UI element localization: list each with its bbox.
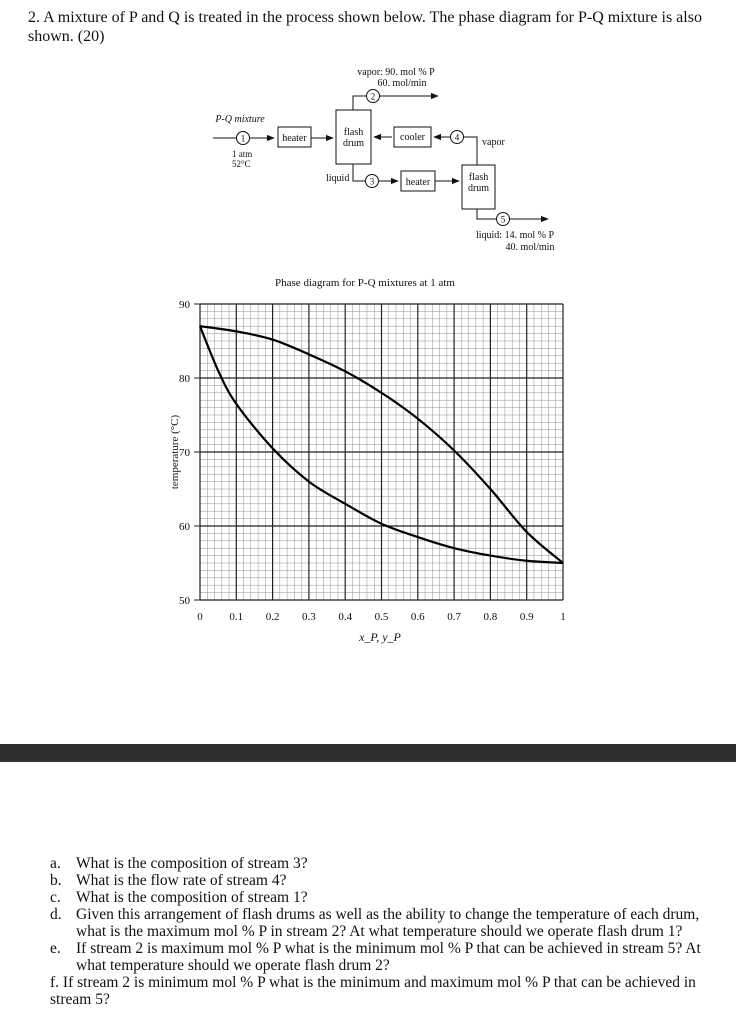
x-tick-label: 0.6 <box>410 611 425 623</box>
chart-title: Phase diagram for P-Q mixtures at 1 atm <box>275 277 455 289</box>
x-tick-label: 0.9 <box>519 611 534 623</box>
question-e <box>50 940 720 974</box>
stream-5-line <box>477 209 548 219</box>
question-letter: a. <box>50 855 61 872</box>
question-d <box>50 906 720 940</box>
x-tick-label: 0.5 <box>374 611 389 623</box>
x-axis-label: x_P, y_P <box>359 630 401 644</box>
x-tick-label: 0.8 <box>483 611 498 623</box>
question-text: Given this arrangement of flash drums as well as the ability to change the temperature of each drum, what is the maximum mol % P in stream 2? At what temperature should we operate flash drum 1? <box>76 906 700 940</box>
liquid5-line2: 40. mol/min <box>505 242 555 253</box>
x-tick-label: 0.2 <box>265 611 280 623</box>
flash-1-label-line2: drum <box>342 138 365 149</box>
liquid-label: liquid <box>326 173 350 184</box>
y-tick-label: 60 <box>179 521 190 533</box>
question-letter: e. <box>50 940 61 957</box>
question-b <box>50 872 720 889</box>
stream-5-number: 5 <box>500 214 506 225</box>
liquid5-line1: liquid: 14. mol % P <box>475 230 555 241</box>
question-list <box>50 855 720 1008</box>
question-letter: c. <box>50 889 61 906</box>
x-tick-label: 0.1 <box>229 611 244 623</box>
feed-temperature: 52°C <box>232 159 251 169</box>
x-tick-label: 1 <box>560 611 566 623</box>
heater-1-label: heater <box>282 133 307 144</box>
heater-2-label: heater <box>405 177 431 188</box>
stream-4-vapor-line <box>464 137 477 165</box>
x-tick-label: 0 <box>197 611 203 623</box>
stream-1-number: 1 <box>240 133 246 144</box>
stream-4-number: 4 <box>454 132 460 143</box>
question-f <box>50 974 720 1008</box>
question-letter: d. <box>50 906 62 923</box>
flash-2-label-line1: flash <box>468 172 489 183</box>
cooler-label: cooler <box>400 132 425 143</box>
chart-x-ticks <box>197 611 566 623</box>
question-text: What is the composition of stream 3? <box>76 855 308 872</box>
stream-2-line <box>353 96 438 110</box>
x-tick-label: 0.7 <box>447 611 461 623</box>
stream-3-number: 3 <box>369 176 375 187</box>
vapor2-line2: 60. mol/min <box>377 78 427 89</box>
question-text: If stream 2 is minimum mol % P what is the minimum and maximum mol % P that can be achieved in stream 5? <box>50 974 696 1008</box>
y-axis-label: temperature (°C) <box>169 414 181 490</box>
vapor-label: vapor <box>482 137 505 148</box>
vapor2-line1: vapor: 90. mol % P <box>357 67 435 78</box>
question-text: What is the composition of stream 1? <box>76 889 308 906</box>
question-text: If stream 2 is maximum mol % P what is the minimum mol % P that can be achieved in stream 5? At what temperature should we operate flash drum 2? <box>76 940 701 974</box>
question-letter: f. <box>50 974 60 991</box>
feed-label: P-Q mixture <box>215 114 265 125</box>
flash-2-label-line2: drum <box>467 183 490 194</box>
x-tick-label: 0.4 <box>338 611 353 623</box>
problem-text: A mixture of P and Q is treated in the process shown below. The phase diagram for P-Q mixture is also shown. (20) <box>28 9 702 45</box>
flash-1-label-line1: flash <box>343 127 364 138</box>
question-a <box>50 855 720 872</box>
flowsheet <box>213 90 548 226</box>
y-tick-label: 50 <box>179 595 190 607</box>
y-tick-label: 80 <box>179 373 190 385</box>
problem-number: 2. <box>28 9 40 26</box>
stream-2-number: 2 <box>370 91 376 102</box>
x-tick-label: 0.3 <box>302 611 316 623</box>
question-letter: b. <box>50 872 62 889</box>
y-tick-label: 70 <box>179 447 190 459</box>
y-tick-label: 90 <box>179 299 190 311</box>
page-divider <box>0 744 736 762</box>
question-c <box>50 889 720 906</box>
feed-pressure: 1 atm <box>232 149 253 159</box>
question-text: What is the flow rate of stream 4? <box>76 872 287 889</box>
